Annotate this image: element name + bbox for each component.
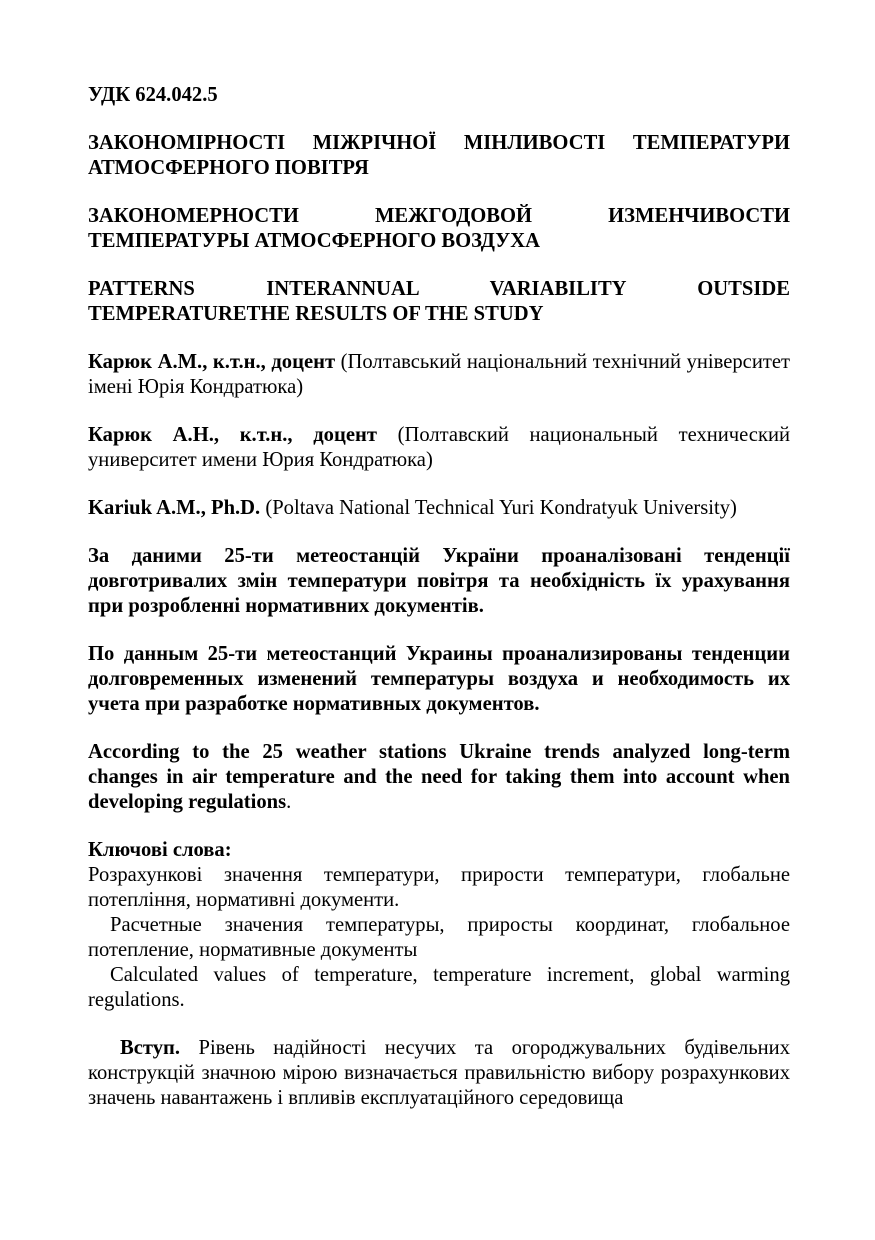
author-english-affiliation: (Poltava National Technical Yuri Kondratyuk University) — [265, 497, 737, 519]
author-english — [88, 496, 790, 521]
author-russian-affiliation: (Полтавский национальный технический университет имени Юрия Кондратюка) — [88, 424, 790, 471]
abstract-ukrainian: За даними 25-ти метеостанцій України проаналізовані тенденції довготривалих змін температури повітря та необхідність їх урахування при розробленні нормативних документів. — [88, 545, 790, 617]
intro-lead: Вступ. — [120, 1037, 181, 1059]
author-ukrainian-affiliation: (Полтавський національний технічний університет імені Юрія Кондратюка) — [88, 351, 790, 398]
author-english-name: Kariuk A.M., Ph.D. — [88, 497, 261, 519]
intro-paragraph — [88, 1036, 790, 1111]
author-russian-name: Карюк А.Н., к.т.н., доцент — [88, 424, 377, 446]
abstract-english — [88, 740, 790, 815]
abstract-english-text: According to the 25 weather stations Ukraine trends analyzed long-term changes in air temperature and the need for taking them into account when developing regulations — [88, 741, 790, 813]
author-ukrainian — [88, 350, 790, 400]
page-content — [88, 83, 790, 1134]
title-english: PATTERNS INTERANNUAL VARIABILITY OUTSIDE TEMPERATURETHE RESULTS OF THE STUDY — [88, 278, 790, 325]
title-russian: ЗАКОНОМЕРНОСТИ МЕЖГОДОВОЙ ИЗМЕНЧИВОСТИ ТЕМПЕРАТУРЫ АТМОСФЕРНОГО ВОЗДУХА — [88, 205, 790, 252]
author-russian — [88, 423, 790, 473]
intro-text: Рівень надійності несучих та огороджувальних будівельних конструкцій значною мірою визначається правильністю вибору розрахункових значень навантажень і впливів експлуатаційного середовища — [88, 1037, 790, 1109]
author-ukrainian-name: Карюк А.М., к.т.н., доцент — [88, 351, 336, 373]
abstract-russian: По данным 25-ти метеостанций Украины проанализированы тенденции долговременных изменений температуры воздуха и необходимость их учета при разработке нормативных документов. — [88, 643, 790, 715]
keywords-section — [88, 838, 790, 1013]
abstract-english-period: . — [286, 791, 292, 813]
keywords-russian: Расчетные значения температуры, приросты координат, глобальное потепление, нормативные документы — [88, 914, 790, 961]
title-ukrainian: ЗАКОНОМІРНОСТІ МІЖРІЧНОЇ МІНЛИВОСТІ ТЕМПЕРАТУРИ АТМОСФЕРНОГО ПОВІТРЯ — [88, 132, 790, 179]
keywords-heading: Ключові слова: — [88, 839, 232, 861]
keywords-ukrainian: Розрахункові значення температури, прирости температури, глобальне потепління, нормативні документи. — [88, 864, 790, 911]
keywords-english: Calculated values of temperature, temperature increment, global warming regulations. — [88, 964, 790, 1011]
udc-line: УДК 624.042.5 — [88, 84, 218, 106]
